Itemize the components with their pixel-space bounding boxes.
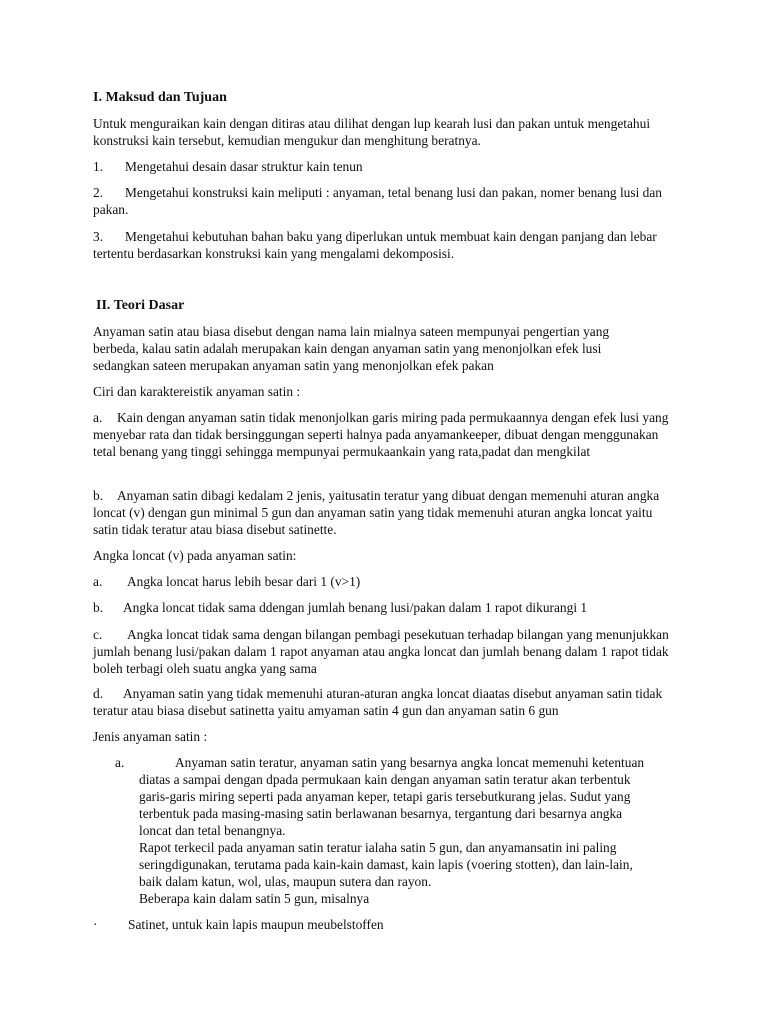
item-text: Anyaman satin dibagi kedalam 2 jenis, yaitusatin teratur yang dibuat dengan memenuhi aturan angka loncat (v) dengan gun minimal 5 gun dan anyaman satin yang tidak memenuhi aturan angka loncat yaitu satin tidak teratur atau biasa disebut satinette. bbox=[93, 488, 660, 537]
jenis-title: Jenis anyaman satin : bbox=[93, 729, 208, 744]
ciri-item-a bbox=[93, 409, 673, 460]
loncat-item-c bbox=[93, 626, 673, 677]
section-heading-teori: II. Teori Dasar bbox=[96, 298, 185, 313]
bullet-satinet bbox=[93, 916, 384, 933]
item-number: c. bbox=[93, 627, 103, 642]
jenis-a-line-0: Anyaman satin teratur, anyaman satin yang besarnya angka loncat memenuhi ketentuan bbox=[175, 755, 645, 770]
loncat-title: Angka loncat (v) pada anyaman satin: bbox=[93, 548, 297, 563]
section1-intro: Untuk menguraikan kain dengan ditiras atau dilihat dengan lup kearah lusi dan pakan untuk mengetahui konstruksi kain tersebut, kemudian mengukur dan menghitung beratnya. bbox=[93, 116, 651, 148]
item-number: b. bbox=[93, 600, 104, 615]
item-text: Mengetahui desain dasar struktur kain tenun bbox=[125, 159, 363, 174]
ciri-item-b bbox=[93, 487, 668, 538]
bullet-text: Satinet, untuk kain lapis maupun meubelstoffen bbox=[128, 917, 384, 932]
jenis-a-line-3: terbentuk pada masing-masing satin berlawanan besarnya, tergantung dari besarnya angka bbox=[139, 806, 623, 821]
jenis-a-line-2: garis-garis miring seperti pada anyaman keper, tetapi garis tersebutkurang jelas. Sudut yang bbox=[139, 789, 631, 804]
item-text: Kain dengan anyaman satin tidak menonjolkan garis miring pada permukaannya dengan efek lusi yang menyebar rata dan tidak bersinggungan seperti halnya pada anyamankeeper, dibuat dengan menggunakan tetal benang yang tinggi sehingga mempunyai permukaankain yang rata,padat dan mengkilat bbox=[93, 410, 669, 459]
item-text: Angka loncat harus lebih besar dari 1 (v>1) bbox=[127, 574, 361, 589]
item-text: Mengetahui kebutuhan bahan baku yang diperlukan untuk membuat kain dengan panjang dan lebar tertentu berdasarkan konstruksi kain yang mengalami dekomposisi. bbox=[93, 229, 657, 261]
item-text: Anyaman satin yang tidak memenuhi aturan-aturan angka loncat diaatas disebut anyaman satin tidak teratur atau biasa disebut satinetta yaitu amyaman satin 4 gun dan anyaman satin 6 gun bbox=[93, 686, 663, 718]
item-number: b. bbox=[93, 488, 104, 503]
item-text: Mengetahui konstruksi kain meliputi : anyaman, tetal benang lusi dan pakan, nomer benang lusi dan pakan. bbox=[93, 185, 662, 217]
jenis-a-line-6: seringdigunakan, terutama pada kain-kain damast, kain lapis (voering stotten), dan lain-lain, bbox=[139, 857, 633, 872]
loncat-item-a bbox=[93, 573, 683, 590]
section1-item-3 bbox=[93, 228, 668, 262]
jenis-a-line-5: Rapot terkecil pada anyaman satin teratur ialaha satin 5 gun, dan anyamansatin ini paling bbox=[139, 840, 617, 855]
item-number: 2. bbox=[93, 185, 104, 200]
item-number: d. bbox=[93, 686, 104, 701]
section1-item-2 bbox=[93, 184, 678, 218]
jenis-a-line-1: diatas a sampai dengan dpada permukaan kain dengan anyaman satin teratur akan terbentuk bbox=[139, 772, 631, 787]
loncat-item-d bbox=[93, 685, 668, 719]
section-heading-maksud: I. Maksud dan Tujuan bbox=[93, 90, 227, 105]
item-text: Angka loncat tidak sama ddengan jumlah benang lusi/pakan dalam 1 rapot dikurangi 1 bbox=[123, 600, 588, 615]
jenis-a-line-8: Beberapa kain dalam satin 5 gun, misalnya bbox=[139, 891, 370, 906]
item-number: 3. bbox=[93, 229, 104, 244]
item-number: a. bbox=[93, 574, 103, 589]
item-text: Angka loncat tidak sama dengan bilangan pembagi pesekutuan terhadap bilangan yang menunjukkan jumlah benang lusi/pakan dalam 1 rapot anyaman atau angka loncat dan jumlah benang dalam 1 rapot tidak boleh terbagi oleh suatu angka yang sama bbox=[93, 627, 669, 676]
item-number: a. bbox=[93, 410, 103, 425]
item-number: a. bbox=[115, 755, 125, 770]
jenis-a-line-7: baik dalam katun, wol, ulas, maupun sutera dan rayon. bbox=[139, 874, 432, 889]
ciri-title: Ciri dan karaktereistik anyaman satin : bbox=[93, 384, 301, 399]
item-number: 1. bbox=[93, 159, 104, 174]
loncat-item-b bbox=[93, 599, 683, 616]
jenis-a-line-4: loncat dan tetal benangnya. bbox=[139, 823, 286, 838]
section1-item-1 bbox=[93, 158, 683, 175]
bullet-icon: · bbox=[93, 917, 98, 932]
section2-intro: Anyaman satin atau biasa disebut dengan nama lain mialnya sateen mempunyai pengertian yang berbeda, kalau satin adalah merupakan kain dengan anyaman satin yang menonjolkan efek lusi sedangkan sateen merupakan anyaman satin yang menonjolkan efek pakan bbox=[93, 324, 610, 373]
